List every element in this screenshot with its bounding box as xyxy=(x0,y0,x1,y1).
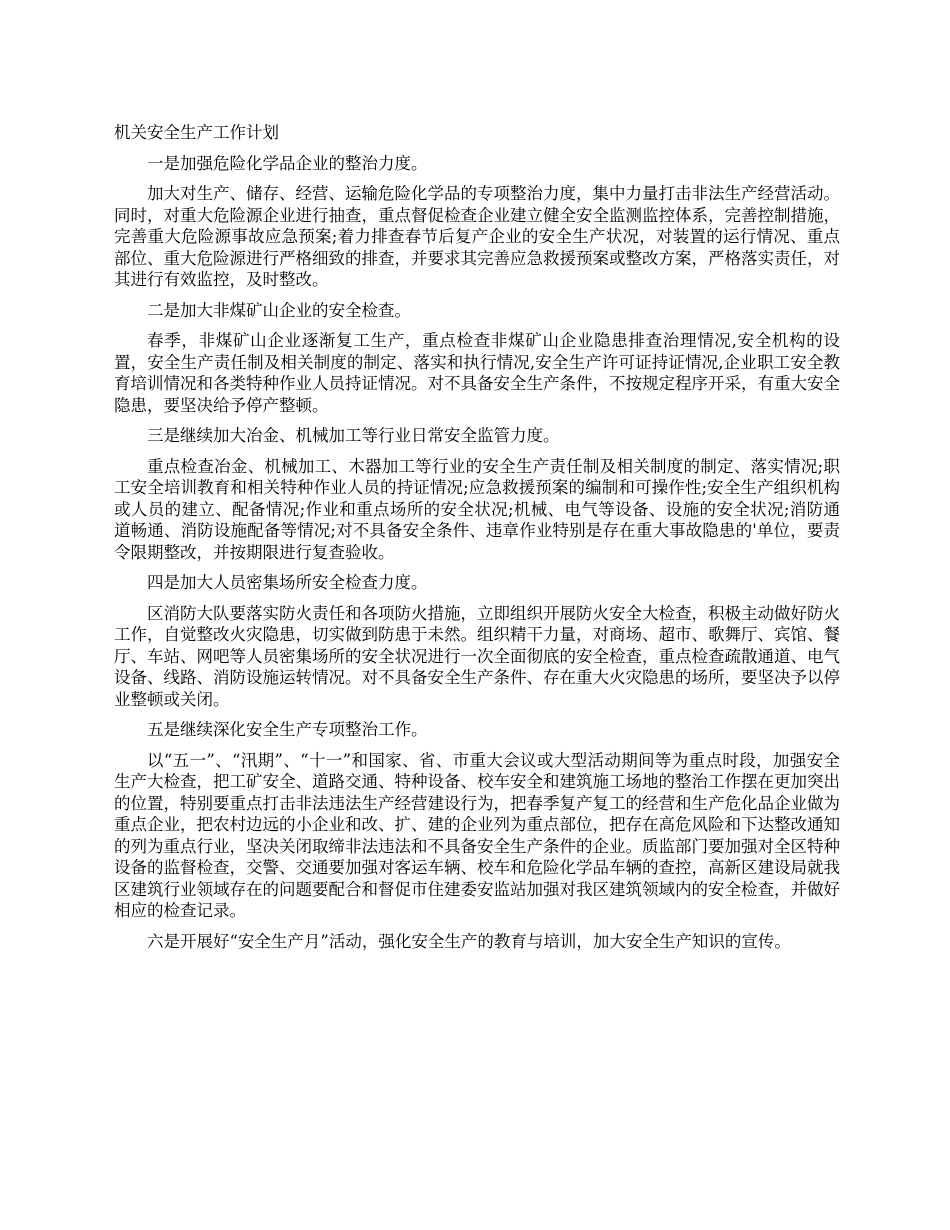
paragraph-6-heading: 六是开展好“安全生产月”活动，强化安全生产的教育与培训，加大安全生产知识的宣传。 xyxy=(147,931,791,951)
paragraph-2-body: 春季，非煤矿山企业逐渐复工生产，重点检查非煤矿山企业隐患排查治理情况,安全机构的设置，安全生产责任制及相关制度的制定、落实和执行情况,安全生产许可证持证情况,企业职工安全教育培训情况和各类特种作业人员持证情况。对不具备安全生产条件，不按规定程序开采，有重大安全隐患，要坚决给予停产整顿。 xyxy=(114,331,840,415)
paragraph-4-body: 区消防大队要落实防火责任和各项防火措施，立即组织开展防火安全大检查，积极主动做好防火工作，自觉整改火灾隐患，切实做到防患于未然。组织精干力量，对商场、超市、歌舞厅、宾馆、餐厅、车站、网吧等人员密集场所的安全状况进行一次全面彻底的安全检查，重点检查疏散通道、电气设备、线路、消防设施运转情况。对不具备安全生产条件、存在重大火灾隐患的场所，要坚决予以停业整顿或关闭。 xyxy=(114,603,840,709)
paragraph-5-heading: 五是继续深化安全生产专项整治工作。 xyxy=(147,720,428,739)
document-title: 机关安全生产工作计划 xyxy=(114,123,279,142)
paragraph-3-heading: 三是继续加大冶金、机械加工等行业日常安全监管力度。 xyxy=(147,426,560,445)
paragraph-1-body: 加大对生产、储存、经营、运输危险化学品的专项整治力度，集中力量打击非法生产经营活动。同时，对重大危险源企业进行抽查，重点督促检查企业建立健全安全监测监控体系，完善控制措施，完善重大危险源事故应急预案;着力排查春节后复产企业的安全生产状况，对装置的运行情况、重点部位、重大危险源进行严格细致的排查，并要求其完善应急救援预案或整改方案，严格落实责任，对其进行有效监控，及时整改。 xyxy=(114,184,840,289)
paragraph-4-heading: 四是加大人员密集场所安全检查力度。 xyxy=(147,573,428,592)
paragraph-5-body: 以“五一”、“汛期”、“十一”和国家、省、市重大会议或大型活动期间等为重点时段，加强安全生产大检查，把工矿安全、道路交通、特种设备、校车安全和建筑施工场地的整治工作摆在更加突出的位置，特别要重点打击非法违法生产经营建设行为，把春季复产复工的经营和生产危化品企业做为重点企业，把农村边远的小企业和改、扩、建的企业列为重点部位，把存在高危风险和下达整改通知的列为重点行业，坚决关闭取缔非法违法和不具备安全生产条件的企业。质监部门要加强对全区特种设备的监督检查，交警、交通要加强对客运车辆、校车和危险化学品车辆的查控，高新区建设局就我区建筑行业领域存在的问题要配合和督促市住建委安监站加强对我区建筑领域内的安全检查，并做好相应的检查记录。 xyxy=(114,750,840,920)
paragraph-2-heading: 二是加大非煤矿山企业的安全检查。 xyxy=(147,300,411,320)
paragraph-3-body: 重点检查冶金、机械加工、木器加工等行业的安全生产责任制及相关制度的制定、落实情况;职工安全培训教育和相关特种作业人员的持证情况;应急救援预案的编制和可操作性;安全生产组织机构或人员的建立、配备情况;作业和重点场所的安全状况;机械、电气等设备、设施的安全状况;消防通道畅通、消防设施配备等情况;对不具备安全条件、违章作业特别是存在重大事故隐患的'单位，要责令限期整改，并按期限进行复查验收。 xyxy=(114,456,840,562)
document-page xyxy=(114,122,840,961)
paragraph-1-heading: 一是加强危险化学品企业的整治力度。 xyxy=(147,153,428,173)
